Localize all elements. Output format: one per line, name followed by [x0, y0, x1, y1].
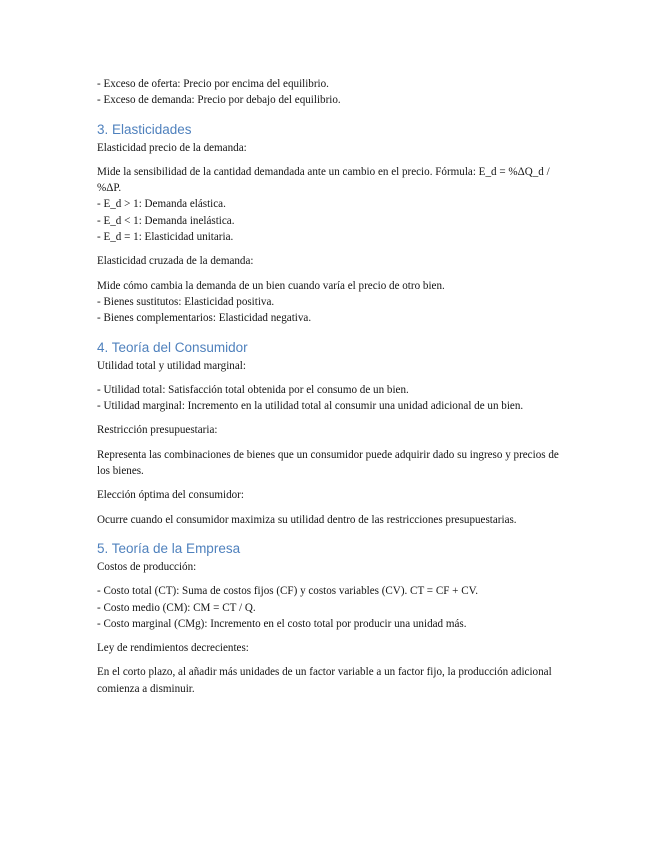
subheading-eleccion: Elección óptima del consumidor:: [97, 489, 244, 502]
intro-line-demanda: - Exceso de demanda: Precio por debajo del equilibrio.: [97, 94, 341, 107]
paragraph-eleccion: Ocurre cuando el consumidor maximiza su utilidad dentro de las restricciones presupuestarias.: [97, 513, 517, 526]
paragraph-elasticidad-precio: Mide la sensibilidad de la cantidad demandada ante un cambio en el precio. Fórmula: E_d = %ΔQ_d / %ΔP.: [97, 165, 550, 195]
paragraph-restriccion: Representa las combinaciones de bienes que un consumidor puede adquirir dado su ingreso y precios de los bienes.: [97, 448, 559, 478]
bullet-utilidad-total: - Utilidad total: Satisfacción total obtenida por el consumo de un bien.: [97, 383, 409, 396]
section-heading-empresa: 5. Teoría de la Empresa: [97, 540, 241, 556]
subheading-restriccion: Restricción presupuestaria:: [97, 424, 218, 437]
bullet-unitaria: - E_d = 1: Elasticidad unitaria.: [97, 231, 234, 244]
bullet-costo-total: - Costo total (CT): Suma de costos fijos (CF) y costos variables (CV). CT = CF + CV.: [97, 585, 478, 598]
bullet-sustitutos: - Bienes sustitutos: Elasticidad positiva.: [97, 295, 275, 308]
subheading-elasticidad-cruzada: Elasticidad cruzada de la demanda:: [97, 255, 254, 268]
paragraph-elasticidad-cruzada: Mide cómo cambia la demanda de un bien cuando varía el precio de otro bien.: [97, 279, 445, 292]
subheading-elasticidad-precio: Elasticidad precio de la demanda:: [97, 141, 247, 154]
section-heading-elasticidades: 3. Elasticidades: [97, 121, 192, 137]
subheading-costos: Costos de producción:: [97, 560, 197, 573]
paragraph-rendimientos: En el corto plazo, al añadir más unidades de un factor variable a un factor fijo, la producción adicional comienza a disminuir.: [97, 666, 552, 695]
intro-line-oferta: - Exceso de oferta: Precio por encima del equilibrio.: [97, 78, 329, 90]
subheading-rendimientos: Ley de rendimientos decrecientes:: [97, 642, 249, 655]
bullet-costo-marginal: - Costo marginal (CMg): Incremento en el costo total por producir una unidad más.: [97, 617, 467, 630]
bullet-inelastica: - E_d < 1: Demanda inelástica.: [97, 214, 235, 227]
bullet-complementarios: - Bienes complementarios: Elasticidad negativa.: [97, 312, 312, 325]
bullet-costo-medio: - Costo medio (CM): CM = CT / Q.: [97, 601, 256, 614]
subheading-utilidad: Utilidad total y utilidad marginal:: [97, 359, 246, 372]
bullet-elastica: - E_d > 1: Demanda elástica.: [97, 198, 226, 211]
document-page: [97, 76, 567, 697]
bullet-utilidad-marginal: - Utilidad marginal: Incremento en la utilidad total al consumir una unidad adicional de un bien.: [97, 400, 524, 413]
section-heading-consumidor: 4. Teoría del Consumidor: [97, 339, 248, 355]
